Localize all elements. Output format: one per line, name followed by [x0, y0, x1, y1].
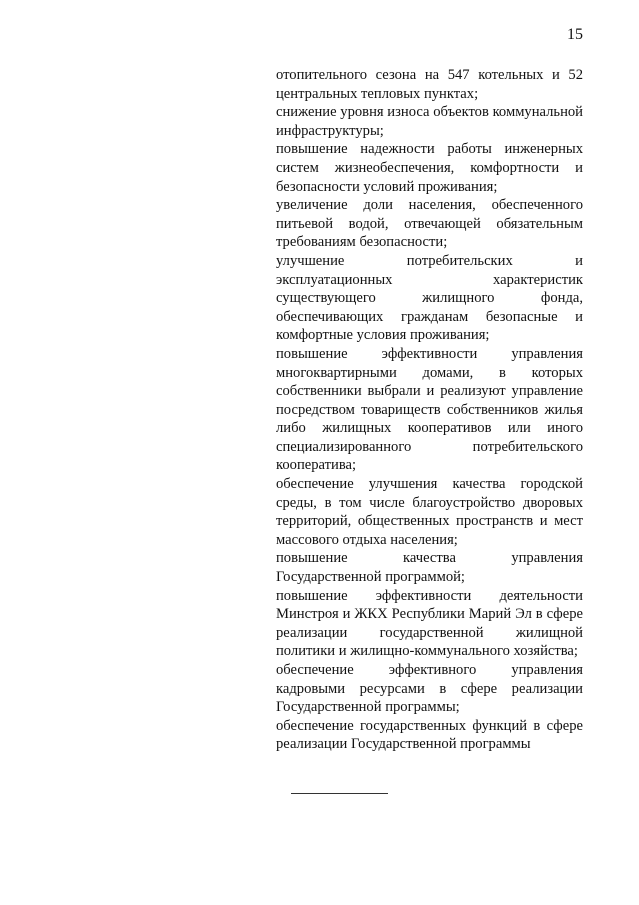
list-item: снижение уровня износа объектов коммунальной инфраструктуры;	[276, 104, 583, 139]
list-item: улучшение потребительских и эксплуатационных характеристик существующего жилищного фонда, обеспечивающих гражданам безопасные и комфортные условия проживания;	[276, 252, 583, 344]
body-text	[276, 66, 583, 754]
list-item: повышение эффективности управления многоквартирными домами, в которых собственники выбрали и реализуют управление посредством товариществ собственников жилья либо жилищных кооперативов или иного специализированного потребительского кооператива;	[276, 345, 583, 474]
list-item: отопительного сезона на 547 котельных и 52 центральных тепловых пунктах;	[276, 67, 583, 102]
end-divider-line	[291, 793, 388, 794]
list-item: обеспечение улучшения качества городской среды, в том числе благоустройство дворовых территорий, общественных пространств и мест массового отдыха населения;	[276, 476, 583, 548]
list-item: обеспечение эффективного управления кадровыми ресурсами в сфере реализации Государственной программы;	[276, 662, 583, 716]
list-item: повышение эффективности деятельности Минстроя и ЖКХ Республики Марий Эл в сфере реализации государственной жилищной политики и жилищно-коммунального хозяйства;	[276, 587, 583, 660]
page-number: 15	[567, 26, 583, 43]
list-item: увеличение доли населения, обеспеченного питьевой водой, отвечающей обязательным требованиям безопасности;	[276, 197, 583, 251]
list-item: повышение надежности работы инженерных систем жизнеобеспечения, комфортности и безопасности условий проживания;	[276, 141, 583, 195]
list-item: повышение качества управления Государственной программой;	[276, 550, 583, 586]
list-item: обеспечение государственных функций в сфере реализации Государственной программы	[276, 717, 583, 753]
